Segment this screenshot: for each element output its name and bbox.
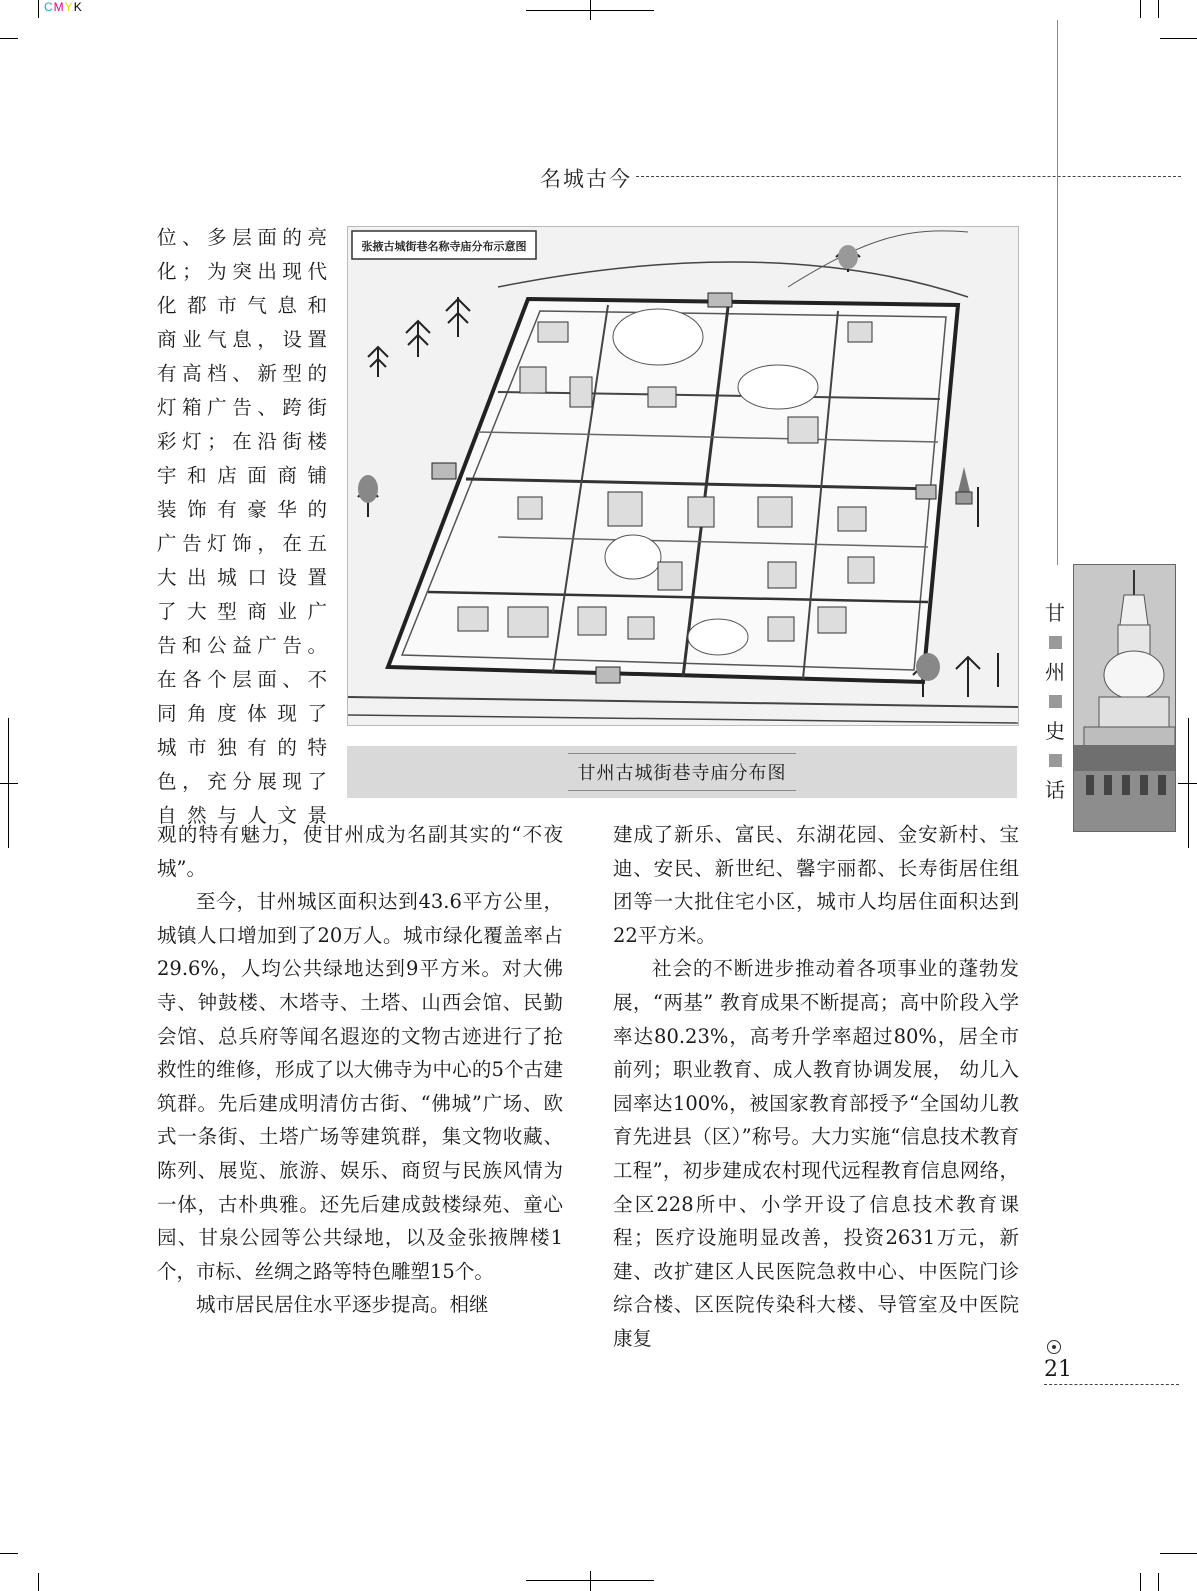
- cmyk-k: K: [73, 0, 83, 14]
- text-line: 告和公益广告。: [157, 634, 327, 657]
- paragraph: 建成了新乐、富民、东湖花园、金安新村、宝迪、安民、新世纪、馨宇丽都、长寿街居住组团等一大批住宅小区，城市人均居住面积达到22平方米。: [613, 823, 1019, 947]
- footer-dashed-rule: [1044, 1384, 1179, 1385]
- text-line: 色，充分展现了: [157, 770, 327, 793]
- crop-mark: [1160, 38, 1197, 39]
- cmyk-m: M: [53, 0, 65, 14]
- pagoda-illustration: [1074, 565, 1175, 831]
- text-line: 灯箱广告、跨街: [157, 396, 327, 419]
- paragraph: 至今，甘州城区面积达到43.6平方公里，城镇人口增加到了20万人。城市绿化覆盖率占29.6%，人均公共绿地达到9平方米。对大佛寺、钟鼓楼、木塔寺、土塔、山西会馆、民勤会馆、总兵府等闻名遐迩的文物古迹进行了抢救性的维修，形成了以大佛寺为中心的5个古建筑群。先后建成明清仿古街、“佛城”广场、欧式一条街、土塔广场等建筑群，集文物收藏、陈列、展览、旅游、娱乐、商贸与民族风情为一体，古朴典雅。还先后建成鼓楼绿苑、童心园、甘泉公园等公共绿地，以及金张掖牌楼1个，市标、丝绸之路等特色雕塑15个。: [157, 890, 563, 1283]
- text-line: 有高档、新型的: [157, 362, 327, 385]
- crop-mark: [0, 1553, 18, 1554]
- crop-mark: [1178, 783, 1197, 784]
- text-line: 大出城口设置: [157, 566, 327, 589]
- page-number: 21: [1044, 1357, 1072, 1382]
- header-dashed-rule: [636, 176, 1181, 177]
- text-line: 彩灯；在沿街楼: [157, 430, 327, 453]
- right-text-column: [613, 818, 1019, 1356]
- crop-mark: [590, 1571, 591, 1591]
- crop-mark: [38, 0, 39, 18]
- side-title-char: 史: [1045, 719, 1065, 743]
- square-bullet-icon: [1049, 636, 1062, 649]
- side-title-char: 甘: [1045, 601, 1065, 625]
- crop-mark: [1158, 1573, 1159, 1591]
- text-line: 位、多层面的亮: [157, 226, 327, 249]
- square-bullet-icon: [1049, 695, 1062, 708]
- text-line: 化；为突出现代: [157, 260, 327, 283]
- side-book-title: [1040, 598, 1070, 805]
- crop-mark: [1160, 1553, 1197, 1554]
- crop-mark: [1158, 0, 1159, 18]
- text-line: 宇和店面商铺: [157, 464, 327, 487]
- page-number-ornament-icon: [1047, 1340, 1061, 1354]
- paragraph: 城市居民居住水平逐步提高。相继: [196, 1293, 489, 1317]
- text-line: 化都市气息和: [157, 294, 327, 317]
- running-header-title: 名城古今: [540, 167, 632, 191]
- cmyk-y: Y: [64, 0, 74, 14]
- text-line: 在各个层面、不: [157, 668, 327, 691]
- crop-mark: [1140, 1573, 1141, 1591]
- map-title: 张掖古城街巷名称寺庙分布示意图: [361, 240, 527, 253]
- text-line: 广告灯饰，在五: [157, 532, 327, 555]
- left-text-column: [157, 818, 563, 1322]
- crop-mark: [0, 783, 18, 784]
- text-line: 城市独有的特: [157, 736, 327, 759]
- text-line: 自然与人文景: [157, 804, 327, 827]
- text-line: 装饰有豪华的: [157, 498, 327, 521]
- caption-rule-bottom: [568, 790, 796, 791]
- pagoda-photo: [1073, 564, 1176, 832]
- paragraph: 社会的不断进步推动着各项事业的蓬勃发展，“两基” 教育成果不断提高；高中阶段入学率达80.23%，高考升学率超过80%，居全市前列；职业教育、成人教育协调发展， 幼儿入园率达100%，被国家教育部授予“全国幼儿教育先进县（区）”称号。大力实施“信息技术教育工程”，初步建成农村现代远程教育信息网络，全区228所中、小学开设了信息技术教育课程；医疗设施明显改善，投资2631万元，新建、改扩建区人民医院急救中心、中医院门诊综合楼、区医院传染科大楼、导管室及中医院康复: [613, 957, 1019, 1350]
- cmyk-registration-mark: [44, 0, 83, 14]
- paragraph: 观的特有魅力，使甘州成为名副其实的“不夜城”。: [157, 823, 563, 880]
- text-line: 商业气息，设置: [157, 328, 327, 351]
- figure-caption: 甘州古城街巷寺庙分布图: [577, 763, 787, 784]
- map-illustration: [348, 227, 1018, 725]
- side-title-char: 话: [1045, 778, 1065, 802]
- crop-mark: [1140, 0, 1141, 18]
- city-map-figure: [347, 226, 1019, 726]
- text-line: 同角度体现了: [157, 702, 327, 725]
- side-title-char: 州: [1045, 660, 1065, 684]
- crop-mark: [590, 0, 591, 20]
- cmyk-c: C: [44, 0, 54, 14]
- text-line: 了大型商业广: [157, 600, 327, 623]
- crop-mark: [0, 38, 18, 39]
- square-bullet-icon: [1049, 754, 1062, 767]
- margin-vertical-rule: [1057, 20, 1058, 565]
- crop-mark: [38, 1573, 39, 1591]
- narrow-text-column: [157, 221, 327, 833]
